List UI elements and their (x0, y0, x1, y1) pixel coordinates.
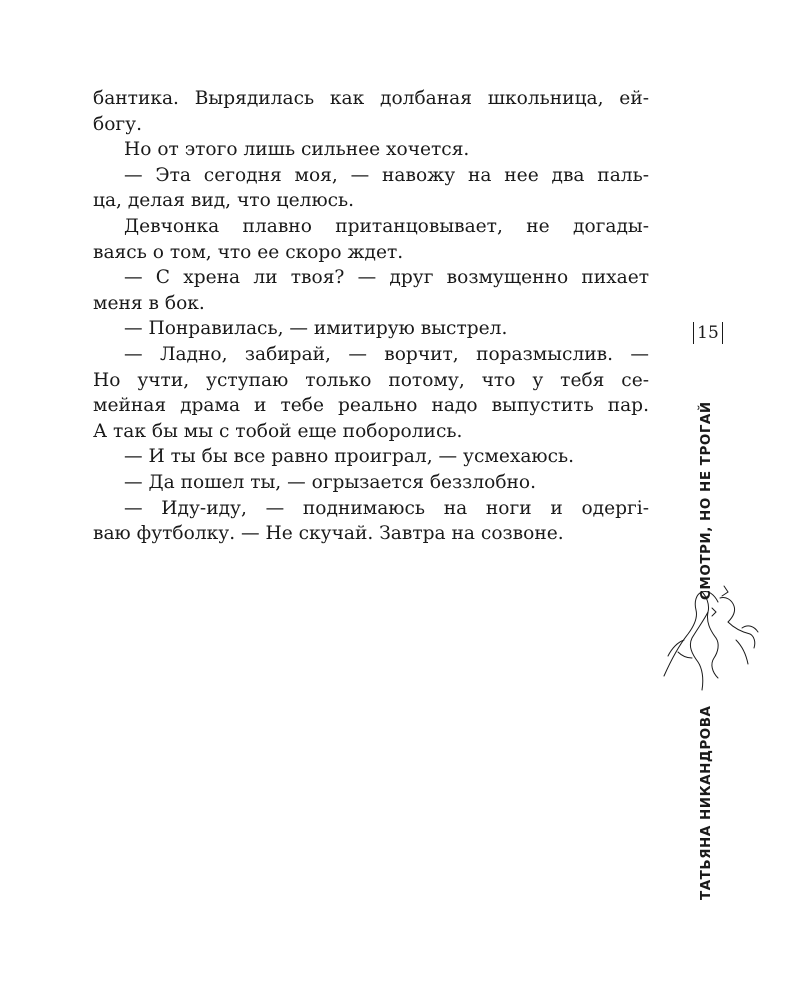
body-text (93, 86, 649, 547)
book-author: ТАТЬЯНА НИКАНДРОВА (698, 705, 714, 900)
book-title: СМОТРИ, НО НЕ ТРОГАЙ (698, 401, 714, 600)
text-line: Но учти, уступаю только потому, что у тебя се- (93, 369, 649, 391)
text-line: мейная драма и тебе реально надо выпустить пар. (93, 395, 649, 417)
text-line: — Эта сегодня моя, — навожу на нее два паль- (124, 164, 649, 186)
text-line: — Понравилась, — имитирую выстрел. (124, 318, 508, 340)
text-line: — И ты бы все равно проиграл, — усмехаюсь. (124, 446, 575, 468)
text-line: Девчонка плавно пританцовывает, не догады- (124, 215, 649, 237)
text-line: ца, делая вид, что целюсь. (93, 190, 355, 212)
couple-sketch-icon (658, 582, 762, 700)
text-line: — Иду-иду, — поднимаюсь на ноги и одергі- (124, 497, 649, 519)
text-line: — С хрена ли твоя? — друг возмущенно пихает (124, 267, 649, 289)
text-line: А так бы мы с тобой еще поборолись. (93, 420, 463, 442)
text-line: — Да пошел ты, — огрызается беззлобно. (124, 471, 537, 493)
text-line: ваю футболку. — Не скучай. Завтра на созвоне. (93, 523, 564, 545)
page-number: 15 (693, 322, 723, 344)
text-line: бантика. Вырядилась как долбаная школьница, ей- (93, 88, 649, 109)
text-line: Но от этого лишь сильнее хочется. (124, 139, 470, 161)
text-line: меня в бок. (93, 292, 205, 314)
text-line: ваясь о том, что ее скоро ждет. (93, 241, 404, 263)
text-line: — Ладно, забирай, — ворчит, поразмыслив. — (124, 343, 649, 365)
text-line: богу. (93, 113, 142, 135)
